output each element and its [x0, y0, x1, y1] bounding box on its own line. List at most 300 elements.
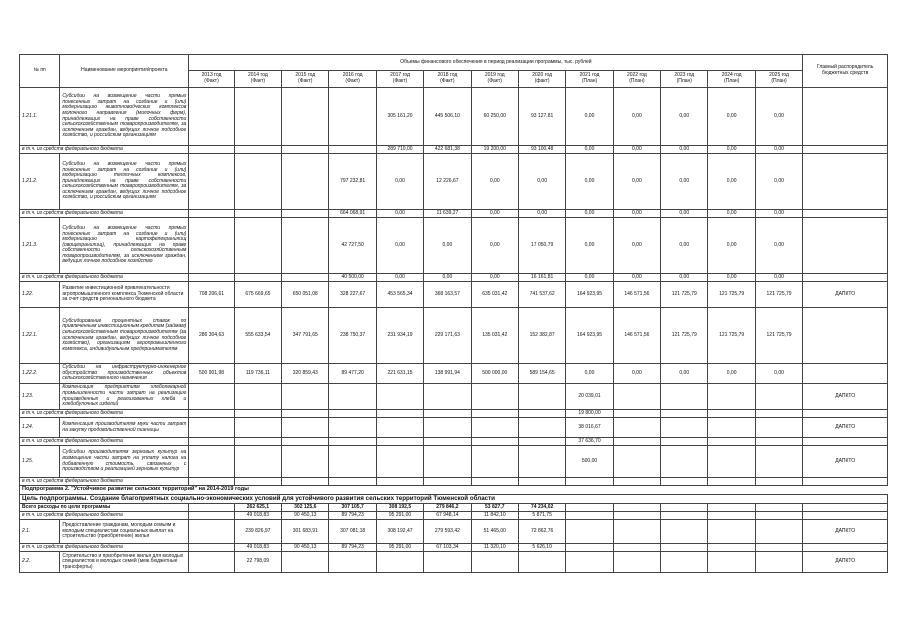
- value-cell: [518, 384, 565, 410]
- value-cell: [613, 478, 660, 486]
- value-cell: 38 016,67: [566, 418, 613, 438]
- row-name: Субсидирование процентных ставок по привлеченным инвестиционным кредитам (займам) сельскохозяйственным товаропроизводителям (за исключением граждан, ведущих личное подсобное хозяйство), организациям агропромышленного комплекса, индивидуальным предпринимателям: [60, 308, 189, 364]
- value-cell: 0,00: [661, 210, 708, 218]
- federal-row: [20, 512, 888, 520]
- value-cell: [471, 446, 518, 478]
- value-cell: 90 450,13: [282, 544, 329, 552]
- distributor-cell: [803, 410, 888, 418]
- value-cell: [189, 274, 234, 282]
- distributor-cell: ДАПКТО: [803, 552, 888, 573]
- value-cell: 0,00: [755, 364, 802, 384]
- table-row: [20, 384, 888, 410]
- value-cell: 301 683,91: [282, 520, 329, 544]
- row-name: Компенсация производителям муки части затрат на закупку продовольственной пшеницы: [60, 418, 189, 438]
- value-cell: 0,00: [708, 154, 755, 210]
- table-row: [20, 418, 888, 438]
- total-row: [20, 504, 888, 512]
- value-cell: [282, 88, 329, 146]
- value-cell: [376, 552, 423, 573]
- value-cell: [282, 438, 329, 446]
- value-cell: [189, 410, 234, 418]
- value-cell: [566, 544, 613, 552]
- value-cell: 51 465,00: [471, 520, 518, 544]
- value-cell: [661, 384, 708, 410]
- value-cell: 0,00: [376, 218, 423, 274]
- value-cell: 0,00: [613, 154, 660, 210]
- row-number: 2.1.: [20, 520, 60, 544]
- distributor-cell: [803, 146, 888, 154]
- value-cell: 0,00: [424, 218, 471, 274]
- value-cell: [471, 438, 518, 446]
- value-cell: 0,00: [471, 274, 518, 282]
- value-cell: 221 631,15: [376, 364, 423, 384]
- value-cell: [755, 478, 802, 486]
- value-cell: 500 901,98: [189, 364, 234, 384]
- value-cell: 0,00: [755, 154, 802, 210]
- value-cell: [518, 552, 565, 573]
- value-cell: [234, 154, 281, 210]
- total-value: [566, 504, 613, 512]
- value-cell: [282, 384, 329, 410]
- header-name: Наименование мероприятия/проекта: [60, 55, 189, 88]
- value-cell: 0,00: [708, 364, 755, 384]
- value-cell: [189, 544, 234, 552]
- value-cell: 0,00: [566, 274, 613, 282]
- total-value: 53 827,7: [471, 504, 518, 512]
- value-cell: 0,00: [613, 218, 660, 274]
- row-number: 2.2.: [20, 552, 60, 573]
- value-cell: 308 192,47: [376, 520, 423, 544]
- value-cell: 0,00: [755, 210, 802, 218]
- value-cell: [282, 210, 329, 218]
- value-cell: 164 923,95: [566, 308, 613, 364]
- value-cell: [708, 552, 755, 573]
- value-cell: [613, 438, 660, 446]
- value-cell: [708, 512, 755, 520]
- year-kind: (План): [676, 78, 692, 84]
- federal-label: в т.ч. из средств федерального бюджета: [20, 544, 189, 552]
- value-cell: [708, 446, 755, 478]
- value-cell: [661, 478, 708, 486]
- value-cell: [234, 218, 281, 274]
- year-kind: (факт): [534, 78, 550, 84]
- value-cell: 0,00: [755, 218, 802, 274]
- value-cell: 0,00: [566, 88, 613, 146]
- value-cell: [189, 210, 234, 218]
- value-cell: [566, 520, 613, 544]
- value-cell: [755, 384, 802, 410]
- value-cell: 0,00: [471, 154, 518, 210]
- value-cell: [189, 446, 234, 478]
- value-cell: 16 161,81: [518, 274, 565, 282]
- value-cell: [234, 384, 281, 410]
- value-cell: 0,00: [613, 88, 660, 146]
- value-cell: [376, 418, 423, 438]
- value-cell: [234, 478, 281, 486]
- value-cell: [661, 438, 708, 446]
- row-name: Субсидии на возмещение части прямых понесенных затрат на создание и (или) модернизацию картофелехранилищ (овощехранилищ), принадлежащих на праве собственности сельскохозяйственным товаропроизводителям, за исключением граждан, ведущих личное подсобное хозяйство: [60, 218, 189, 274]
- value-cell: [661, 552, 708, 573]
- row-name: Строительство и приобретение жилья для молодых специалистов и молодых семей (меж.бюджетные трансферты): [60, 552, 189, 573]
- table-row: [20, 88, 888, 146]
- value-cell: [518, 438, 565, 446]
- value-cell: 152 382,87: [518, 308, 565, 364]
- federal-row: [20, 210, 888, 218]
- value-cell: 307 081,18: [329, 520, 376, 544]
- distributor-cell: [803, 364, 888, 384]
- value-cell: 0,00: [424, 274, 471, 282]
- value-cell: [424, 410, 471, 418]
- value-cell: 305 161,20: [376, 88, 423, 146]
- row-number: 1.22.2.: [20, 364, 60, 384]
- row-name: Компенсация предприятиям хлебопекарной промышленности части затрат на реализацию произведенных и реализованных хлеба и хлебобулочных изделий: [60, 384, 189, 410]
- row-name: Субсидии производителям зерновых культур на возмещение части затрат на уплату налога на добавленную стоимость, связанных с производством и реализацией зерновых культур: [60, 446, 189, 478]
- value-cell: [234, 146, 281, 154]
- value-cell: [189, 384, 234, 410]
- value-cell: [566, 552, 613, 573]
- value-cell: [189, 146, 234, 154]
- row-name: Субсидии на возмещение части прямых понесенных затрат на создание и (или) модернизацию животноводческих комплексов молочного направления (молочных ферм), принадлежащих на праве собственности сельскохозяйственным товаропроизводителям, за исключением граждан, ведущих личное подсобное хозяйство, и российским организациям: [60, 88, 189, 146]
- value-cell: 19 200,00: [471, 146, 518, 154]
- value-cell: 90 450,13: [282, 512, 329, 520]
- header-year-7: [518, 71, 565, 88]
- value-cell: 0,00: [471, 218, 518, 274]
- value-cell: 328 227,67: [329, 282, 376, 308]
- value-cell: [613, 544, 660, 552]
- value-cell: [424, 438, 471, 446]
- value-cell: [518, 410, 565, 418]
- value-cell: 0,00: [755, 88, 802, 146]
- goal-title: Цель подпрограммы. Создание благоприятных социально-экономических условий для устойчивого развития сельских территорий Тюменской области: [20, 495, 888, 504]
- value-cell: 500,00: [566, 446, 613, 478]
- value-cell: 11 842,10: [471, 512, 518, 520]
- year-label: 2019 год: [484, 72, 505, 79]
- distributor-cell: ДАПКТО: [803, 446, 888, 478]
- value-cell: 0,00: [518, 210, 565, 218]
- header-distributor: Главный распорядитель бюджетных средств: [803, 55, 888, 88]
- value-cell: [518, 418, 565, 438]
- value-cell: 664 068,91: [329, 210, 376, 218]
- total-value: 262 625,1: [234, 504, 281, 512]
- row-number: 1.22.1.: [20, 308, 60, 364]
- value-cell: [234, 410, 281, 418]
- distributor-cell: [803, 512, 888, 520]
- value-cell: 0,00: [755, 146, 802, 154]
- value-cell: [755, 438, 802, 446]
- value-cell: 635 031,42: [471, 282, 518, 308]
- value-cell: 555 633,54: [234, 308, 281, 364]
- value-cell: 121 725,79: [708, 308, 755, 364]
- value-cell: [471, 410, 518, 418]
- row-number: 1.25.: [20, 446, 60, 478]
- value-cell: 238 750,37: [329, 308, 376, 364]
- value-cell: 37 636,70: [566, 438, 613, 446]
- value-cell: [613, 552, 660, 573]
- value-cell: [282, 446, 329, 478]
- header-number: № пп: [20, 55, 60, 88]
- value-cell: 0,00: [661, 364, 708, 384]
- value-cell: 93 127,81: [518, 88, 565, 146]
- value-cell: 89 794,23: [329, 544, 376, 552]
- value-cell: [471, 552, 518, 573]
- value-cell: [189, 512, 234, 520]
- goal-row: [20, 495, 888, 504]
- value-cell: [329, 410, 376, 418]
- year-label: 2017 год: [390, 72, 410, 79]
- value-cell: 121 725,79: [755, 308, 802, 364]
- year-label: 2023 год: [674, 72, 695, 79]
- federal-label: в т.ч. из средств федерального бюджета: [20, 438, 189, 446]
- federal-row: [20, 146, 888, 154]
- value-cell: 797 232,81: [329, 154, 376, 210]
- value-cell: [471, 418, 518, 438]
- table-row: [20, 154, 888, 210]
- value-cell: 453 565,34: [376, 282, 423, 308]
- value-cell: 146 571,56: [613, 308, 660, 364]
- distributor-cell: ДАПКТО: [803, 384, 888, 410]
- year-kind: (План): [629, 78, 645, 84]
- value-cell: [376, 438, 423, 446]
- header-year-11: [708, 71, 755, 88]
- distributor-cell: [803, 88, 888, 146]
- value-cell: [661, 418, 708, 438]
- federal-label: в т.ч. из средств федерального бюджета: [20, 512, 189, 520]
- value-cell: [376, 478, 423, 486]
- value-cell: 135 031,42: [471, 308, 518, 364]
- value-cell: [661, 544, 708, 552]
- year-kind: (Факт): [392, 78, 408, 84]
- year-label: 2015 год: [295, 72, 316, 79]
- value-cell: 368 163,57: [424, 282, 471, 308]
- header-year-2: [282, 71, 329, 88]
- value-cell: 0,00: [661, 154, 708, 210]
- value-cell: [755, 410, 802, 418]
- year-label: 2016 год: [342, 72, 363, 79]
- value-cell: 320 859,43: [282, 364, 329, 384]
- value-cell: 49 018,83: [234, 544, 281, 552]
- value-cell: [189, 438, 234, 446]
- value-cell: [613, 410, 660, 418]
- value-cell: 0,00: [613, 274, 660, 282]
- federal-row: [20, 410, 888, 418]
- value-cell: [708, 478, 755, 486]
- distributor-cell: [803, 544, 888, 552]
- value-cell: [189, 478, 234, 486]
- value-cell: 229 171,63: [424, 308, 471, 364]
- value-cell: 650 051,08: [282, 282, 329, 308]
- value-cell: [189, 218, 234, 274]
- value-cell: [661, 410, 708, 418]
- value-cell: 121 725,79: [755, 282, 802, 308]
- distributor-cell: ДАПКТО: [803, 418, 888, 438]
- value-cell: 95 291,00: [376, 512, 423, 520]
- value-cell: [613, 512, 660, 520]
- header-year-12: [755, 71, 802, 88]
- year-kind: (Факт): [487, 78, 502, 84]
- year-kind: (План): [771, 78, 787, 84]
- table-row: [20, 446, 888, 478]
- value-cell: 164 923,95: [566, 282, 613, 308]
- value-cell: 0,00: [376, 210, 423, 218]
- value-cell: 0,00: [566, 146, 613, 154]
- value-cell: 60 250,00: [471, 88, 518, 146]
- value-cell: [234, 418, 281, 438]
- value-cell: [234, 210, 281, 218]
- value-cell: 239 826,97: [234, 520, 281, 544]
- value-cell: [282, 418, 329, 438]
- value-cell: [661, 446, 708, 478]
- value-cell: [282, 410, 329, 418]
- value-cell: [755, 418, 802, 438]
- year-label: 2020 год: [532, 72, 553, 79]
- value-cell: 0,00: [661, 88, 708, 146]
- value-cell: 42 727,50: [329, 218, 376, 274]
- value-cell: 121 725,79: [708, 282, 755, 308]
- value-cell: [234, 438, 281, 446]
- value-cell: 67 948,14: [424, 512, 471, 520]
- distributor-cell: [803, 274, 888, 282]
- value-cell: [376, 384, 423, 410]
- value-cell: 0,00: [566, 364, 613, 384]
- value-cell: 40 500,00: [329, 274, 376, 282]
- value-cell: 138 991,94: [424, 364, 471, 384]
- total-value: 307 105,7: [329, 504, 376, 512]
- value-cell: [755, 512, 802, 520]
- year-label: 2021 год: [579, 72, 600, 79]
- value-cell: 89 477,20: [329, 364, 376, 384]
- value-cell: [518, 478, 565, 486]
- value-cell: 49 018,83: [234, 512, 281, 520]
- budget-table-sheet: [19, 54, 888, 573]
- row-name: Субсидии на возмещение части прямых понесенных затрат на создание и (или) модернизацию тепличных комплексов, принадлежащих на праве собственности сельскохозяйственным товаропроизводителям, за исключением граждан, ведущих личное подсобное хозяйство, и российским организациям: [60, 154, 189, 210]
- row-number: 1.21.2.: [20, 154, 60, 210]
- year-kind: (Факт): [298, 78, 313, 84]
- value-cell: [282, 218, 329, 274]
- federal-label: в т.ч. из средств федерального бюджета: [20, 274, 189, 282]
- year-label: 2018 год: [437, 72, 458, 79]
- year-label: 2014 год: [247, 72, 268, 79]
- value-cell: [234, 446, 281, 478]
- row-name: Субсидии на инфраструктурно-инженерное обустройство производственных объектов сельскохозяйственного назначения: [60, 364, 189, 384]
- value-cell: [755, 552, 802, 573]
- value-cell: [329, 478, 376, 486]
- value-cell: [234, 88, 281, 146]
- total-value: [708, 504, 755, 512]
- value-cell: 289 710,00: [376, 146, 423, 154]
- value-cell: 0,00: [661, 274, 708, 282]
- table-row: [20, 282, 888, 308]
- value-cell: [755, 520, 802, 544]
- federal-label: в т.ч. из средств федерального бюджета: [20, 478, 189, 486]
- value-cell: 0,00: [471, 210, 518, 218]
- year-kind: (Факт): [250, 78, 266, 84]
- value-cell: [424, 384, 471, 410]
- federal-row: [20, 274, 888, 282]
- value-cell: 347 791,65: [282, 308, 329, 364]
- federal-row: [20, 544, 888, 552]
- value-cell: 0,00: [708, 146, 755, 154]
- distributor-cell: ДАПКТО: [803, 520, 888, 544]
- table-row: [20, 308, 888, 364]
- value-cell: 422 681,38: [424, 146, 471, 154]
- value-cell: 0,00: [661, 146, 708, 154]
- value-cell: 279 593,42: [424, 520, 471, 544]
- value-cell: [329, 146, 376, 154]
- value-cell: [661, 520, 708, 544]
- year-kind: (План): [581, 78, 598, 84]
- value-cell: 0,00: [566, 154, 613, 210]
- table-row: [20, 552, 888, 573]
- value-cell: [189, 88, 234, 146]
- row-name: Развитие инвестиционной привлекательности агропромышленного комплекса Тюменской области за счет средств регионального бюджета: [60, 282, 189, 308]
- value-cell: 286 304,63: [189, 308, 234, 364]
- value-cell: 121 725,79: [661, 308, 708, 364]
- year-label: 2024 год: [721, 72, 742, 79]
- year-kind: (Факт): [440, 78, 455, 84]
- value-cell: 0,00: [566, 218, 613, 274]
- header-year-3: [329, 71, 376, 88]
- value-cell: [613, 418, 660, 438]
- value-cell: 0,00: [518, 154, 565, 210]
- year-kind: (Факт): [345, 78, 360, 84]
- value-cell: 445 506,10: [424, 88, 471, 146]
- value-cell: [282, 146, 329, 154]
- value-cell: [329, 88, 376, 146]
- table-row: [20, 364, 888, 384]
- subprogram-row: [20, 486, 888, 495]
- year-label: 2013 год: [201, 72, 222, 79]
- value-cell: [471, 478, 518, 486]
- distributor-cell: [803, 308, 888, 364]
- year-kind: (План): [723, 78, 740, 84]
- total-value: 302 125,6: [282, 504, 329, 512]
- value-cell: [189, 154, 234, 210]
- value-cell: 0,00: [708, 274, 755, 282]
- value-cell: [376, 410, 423, 418]
- header-year-8: [566, 71, 613, 88]
- row-number: 1.24.: [20, 418, 60, 438]
- value-cell: 20 039,01: [566, 384, 613, 410]
- value-cell: 0,00: [708, 210, 755, 218]
- value-cell: [424, 418, 471, 438]
- value-cell: [613, 446, 660, 478]
- header-year-0: [189, 71, 234, 88]
- federal-label: в т.ч. из средств федерального бюджета: [20, 410, 189, 418]
- value-cell: 0,00: [708, 218, 755, 274]
- value-cell: [755, 544, 802, 552]
- value-cell: [613, 384, 660, 410]
- value-cell: [566, 512, 613, 520]
- row-number: 1.23.: [20, 384, 60, 410]
- value-cell: [708, 410, 755, 418]
- value-cell: 0,00: [708, 88, 755, 146]
- header-year-5: [424, 71, 471, 88]
- value-cell: 11 320,10: [471, 544, 518, 552]
- value-cell: [708, 418, 755, 438]
- distributor-cell: ДАПКТО: [803, 282, 888, 308]
- value-cell: 0,00: [566, 210, 613, 218]
- total-value: [613, 504, 660, 512]
- value-cell: [329, 384, 376, 410]
- header-year-6: [471, 71, 518, 88]
- value-cell: 22 798,09: [234, 552, 281, 573]
- row-number: 1.21.3.: [20, 218, 60, 274]
- distributor-cell: [803, 504, 888, 512]
- value-cell: [329, 438, 376, 446]
- value-cell: [329, 552, 376, 573]
- value-cell: [376, 446, 423, 478]
- value-cell: [282, 154, 329, 210]
